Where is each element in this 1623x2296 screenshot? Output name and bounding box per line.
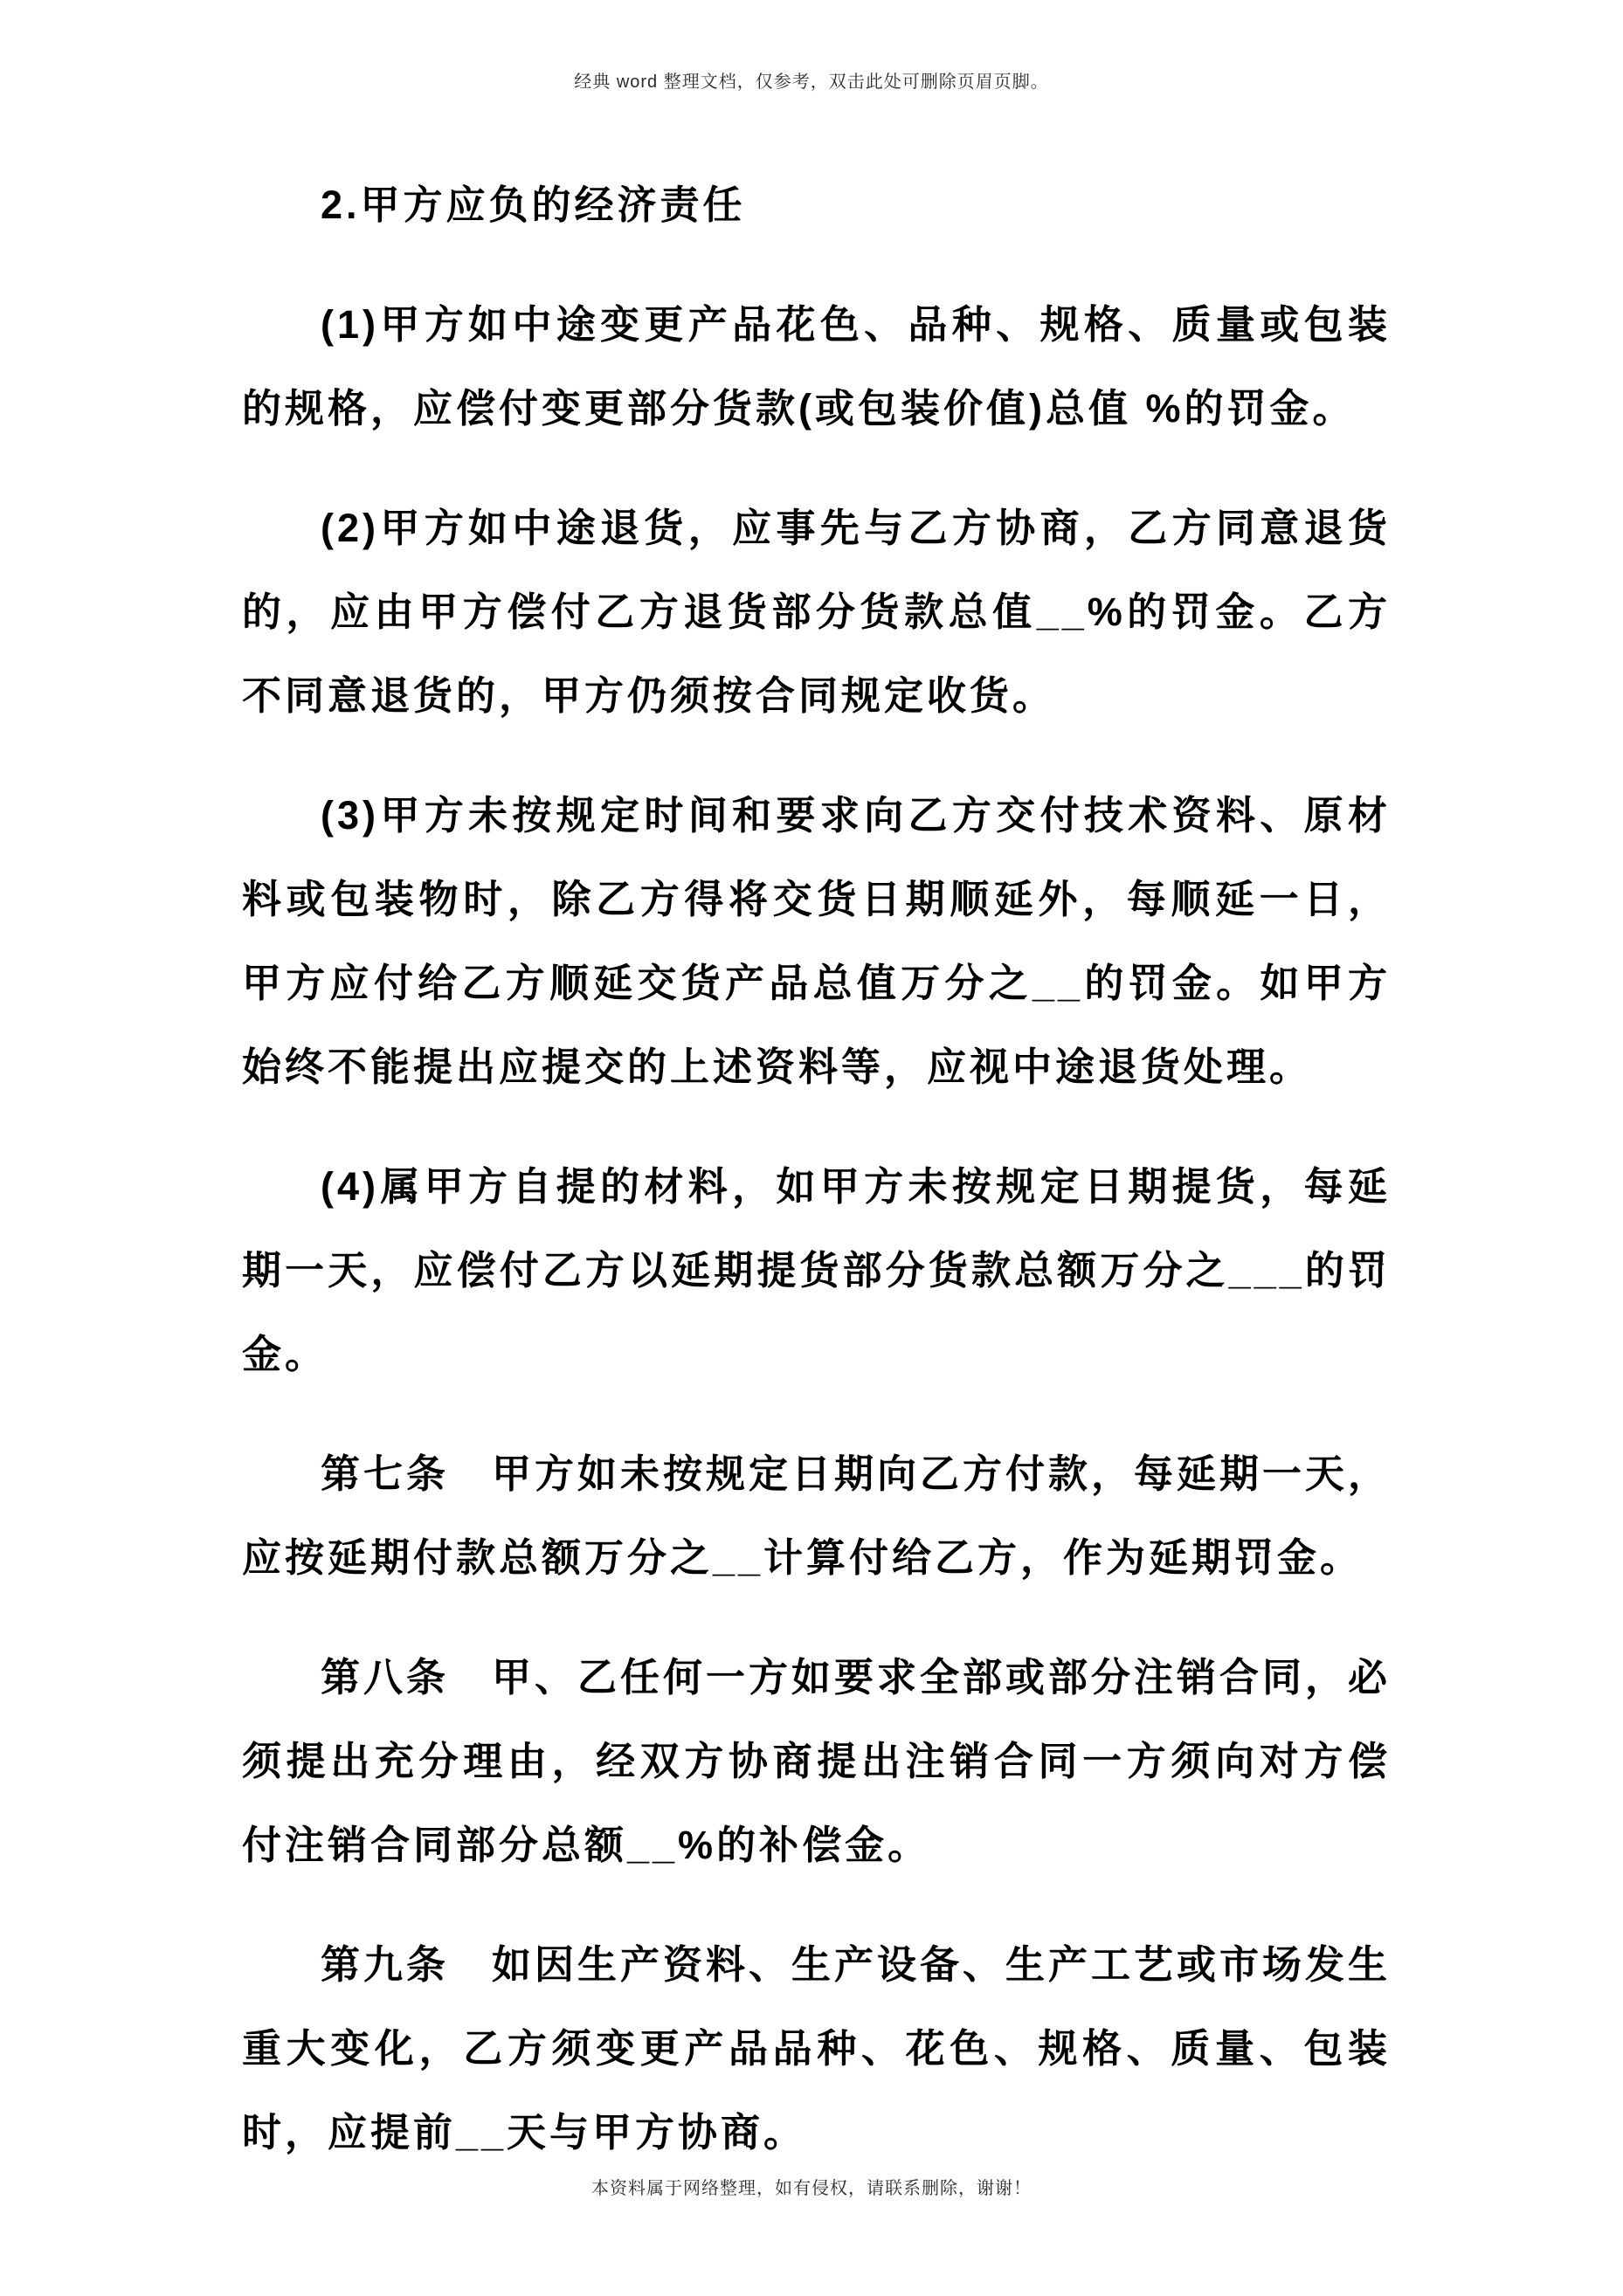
page-footer-note: 本资料属于网络整理，如有侵权，请联系删除，谢谢！ [591, 2179, 1032, 2198]
paragraph-clause-3: (3)甲方未按规定时间和要求向乙方交付技术资料、原材料或包装物时，除乙方得将交货日期顺延外，每顺延一日，甲方应付给乙方顺延交货产品总值万分之__的罚金。如甲方始终不能提出应提交的上述资料等，应视中途退货处理。 [242, 793, 1391, 1089]
paragraph-clause-1: (1)甲方如中途变更产品花色、品种、规格、质量或包装的规格，应偿付变更部分货款(或包装价值)总值 %的罚金。 [242, 302, 1391, 431]
page-header-note[interactable]: 经典 word 整理文档，仅参考，双击此处可删除页眉页脚。 [574, 72, 1049, 92]
paragraph-article-8: 第八条 甲、乙任何一方如要求全部或部分注销合同，必须提出充分理由，经双方协商提出注销合同一方须向对方偿付注销合同部分总额__%的补偿金。 [242, 1655, 1392, 1867]
paragraph-clause-2: (2)甲方如中途退货，应事先与乙方协商，乙方同意退货的，应由甲方偿付乙方退货部分货款总值__%的罚金。乙方不同意退货的，甲方仍须按合同规定收货。 [242, 506, 1391, 718]
paragraph-article-9: 第九条 如因生产资料、生产设备、生产工艺或市场发生重大变化，乙方须变更产品品种、花色、规格、质量、包装时，应提前__天与甲方协商。 [242, 1942, 1392, 2155]
paragraph-clause-4: (4)属甲方自提的材料，如甲方未按规定日期提货，每延期一天，应偿付乙方以延期提货部分货款总额万分之___的罚金。 [242, 1164, 1391, 1376]
paragraph-article-7: 第七条 甲方如未按规定日期向乙方付款，每延期一天，应按延期付款总额万分之__计算付给乙方，作为延期罚金。 [242, 1451, 1392, 1580]
document-body [242, 163, 1391, 2210]
paragraph-heading-2: 2.甲方应负的经济责任 [321, 183, 746, 227]
